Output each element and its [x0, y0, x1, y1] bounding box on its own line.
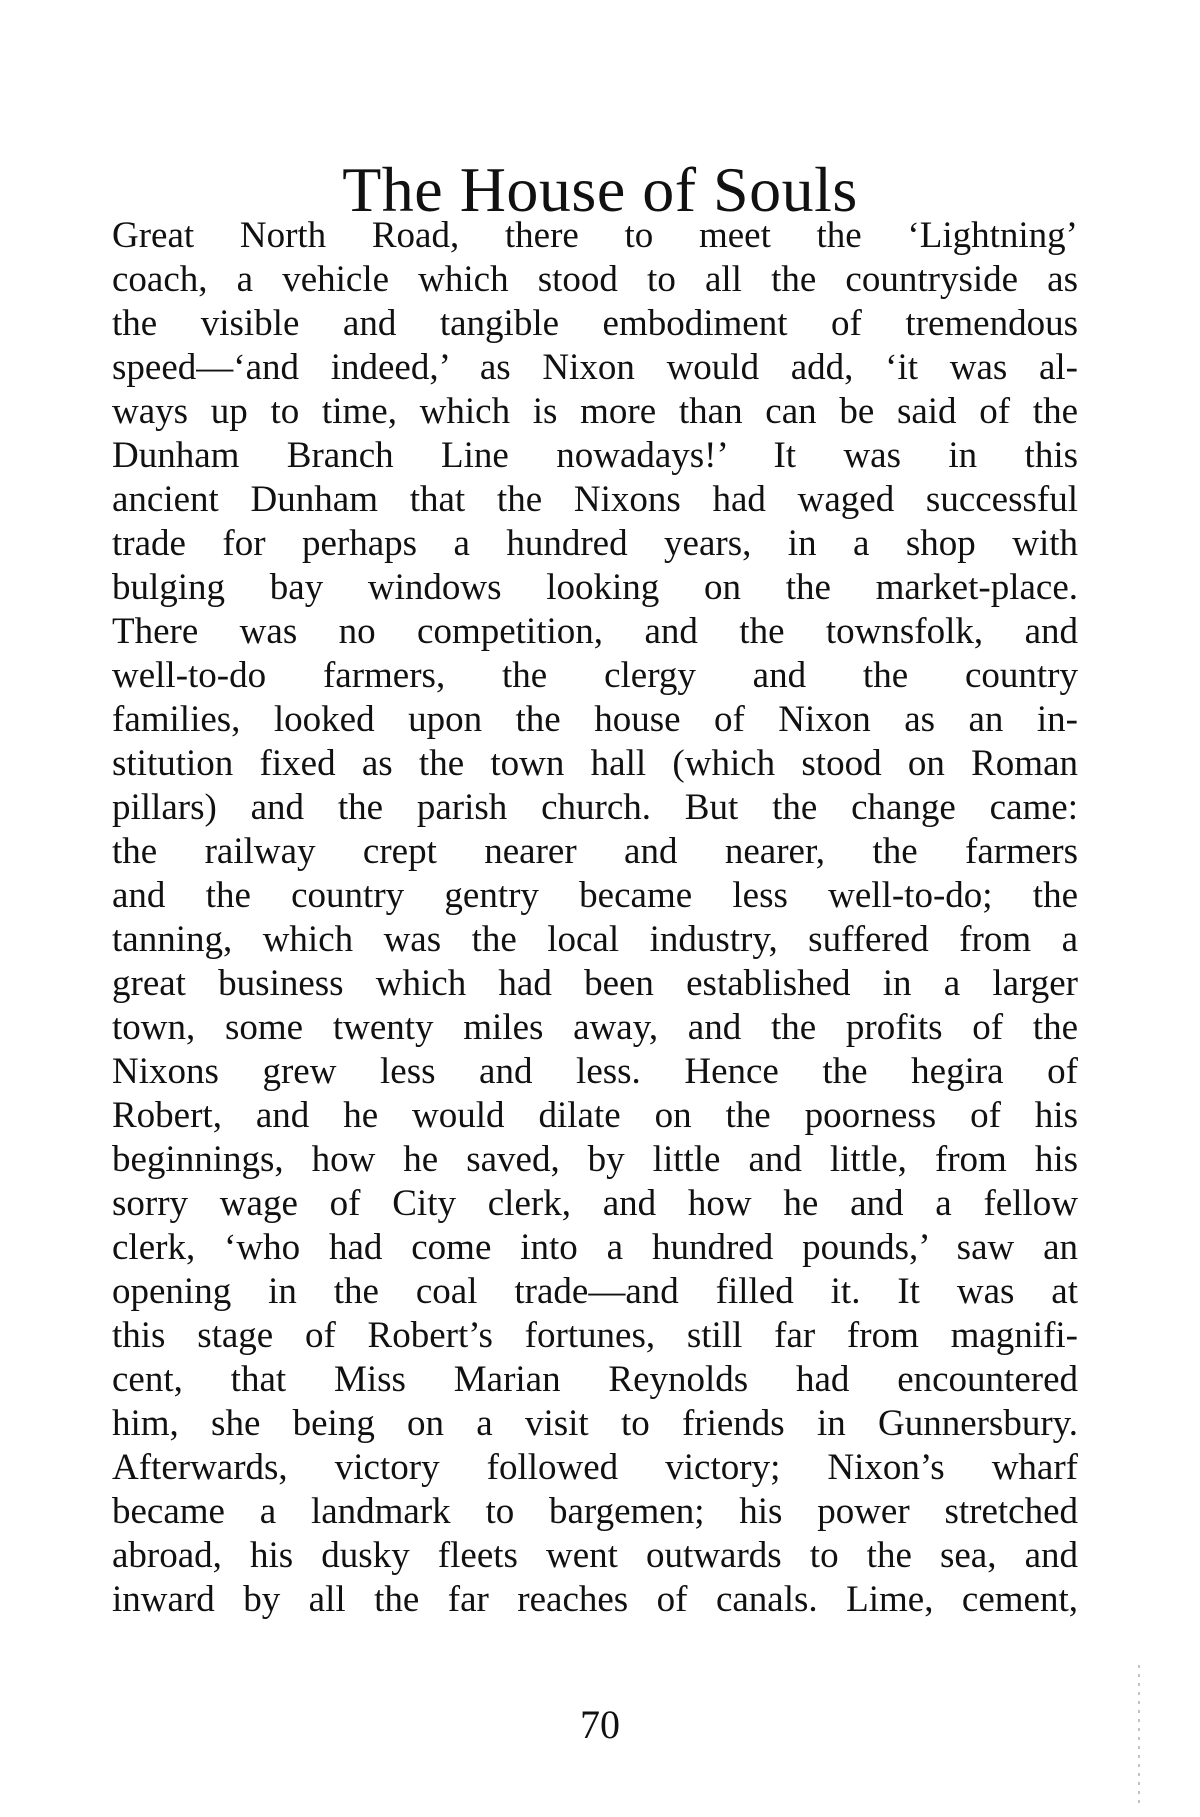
text-line: Great North Road, there to meet the ‘Lightning’ — [112, 215, 1078, 256]
text-line: Nixons grew less and less. Hence the hegira of — [112, 1051, 1078, 1092]
page-number: 70 — [580, 1702, 620, 1747]
text-line: this stage of Robert’s fortunes, still far from magnifi- — [112, 1315, 1078, 1356]
text-line: well-to-do farmers, the clergy and the country — [112, 655, 1078, 696]
text-line: opening in the coal trade—and filled it. It was at — [112, 1271, 1078, 1312]
text-line: him, she being on a visit to friends in Gunnersbury. — [112, 1403, 1078, 1444]
text-line: bulging bay windows looking on the market-place. — [112, 567, 1078, 608]
text-line: Afterwards, victory followed victory; Nixon’s wharf — [112, 1447, 1078, 1488]
text-line: beginnings, how he saved, by little and little, from his — [112, 1139, 1078, 1180]
text-line: Dunham Branch Line nowadays!’ It was in this — [112, 435, 1078, 476]
text-line: town, some twenty miles away, and the profits of the — [112, 1007, 1078, 1048]
text-line: abroad, his dusky fleets went outwards to the sea, and — [112, 1535, 1078, 1576]
text-line: pillars) and the parish church. But the change came: — [112, 787, 1078, 828]
text-line: and the country gentry became less well-to-do; the — [112, 875, 1078, 916]
text-line: stitution fixed as the town hall (which stood on Roman — [112, 743, 1078, 784]
running-head: The House of Souls — [342, 154, 858, 225]
text-line: ways up to time, which is more than can be said of the — [112, 391, 1078, 432]
text-line: speed—‘and indeed,’ as Nixon would add, ‘it was al- — [112, 347, 1078, 388]
scan-edge-mark — [1138, 1665, 1140, 1805]
text-line: the railway crept nearer and nearer, the farmers — [112, 831, 1078, 872]
text-line: sorry wage of City clerk, and how he and a fellow — [112, 1183, 1078, 1224]
text-line: great business which had been established in a larger — [112, 963, 1078, 1004]
text-line: tanning, which was the local industry, suffered from a — [112, 919, 1078, 960]
text-line: clerk, ‘who had come into a hundred pounds,’ saw an — [112, 1227, 1078, 1268]
text-line: ancient Dunham that the Nixons had waged successful — [112, 479, 1078, 520]
body-text — [112, 214, 1078, 1622]
text-line: the visible and tangible embodiment of tremendous — [112, 303, 1078, 344]
text-line: became a landmark to bargemen; his power stretched — [112, 1491, 1078, 1532]
text-line: Robert, and he would dilate on the poorness of his — [112, 1095, 1078, 1136]
text-line: trade for perhaps a hundred years, in a shop with — [112, 523, 1078, 564]
text-line: families, looked upon the house of Nixon as an in- — [112, 699, 1078, 740]
text-line: There was no competition, and the townsfolk, and — [112, 611, 1078, 652]
text-line: inward by all the far reaches of canals. Lime, cement, — [112, 1579, 1078, 1620]
text-line: coach, a vehicle which stood to all the countryside as — [112, 259, 1078, 300]
text-line: cent, that Miss Marian Reynolds had encountered — [112, 1359, 1078, 1400]
